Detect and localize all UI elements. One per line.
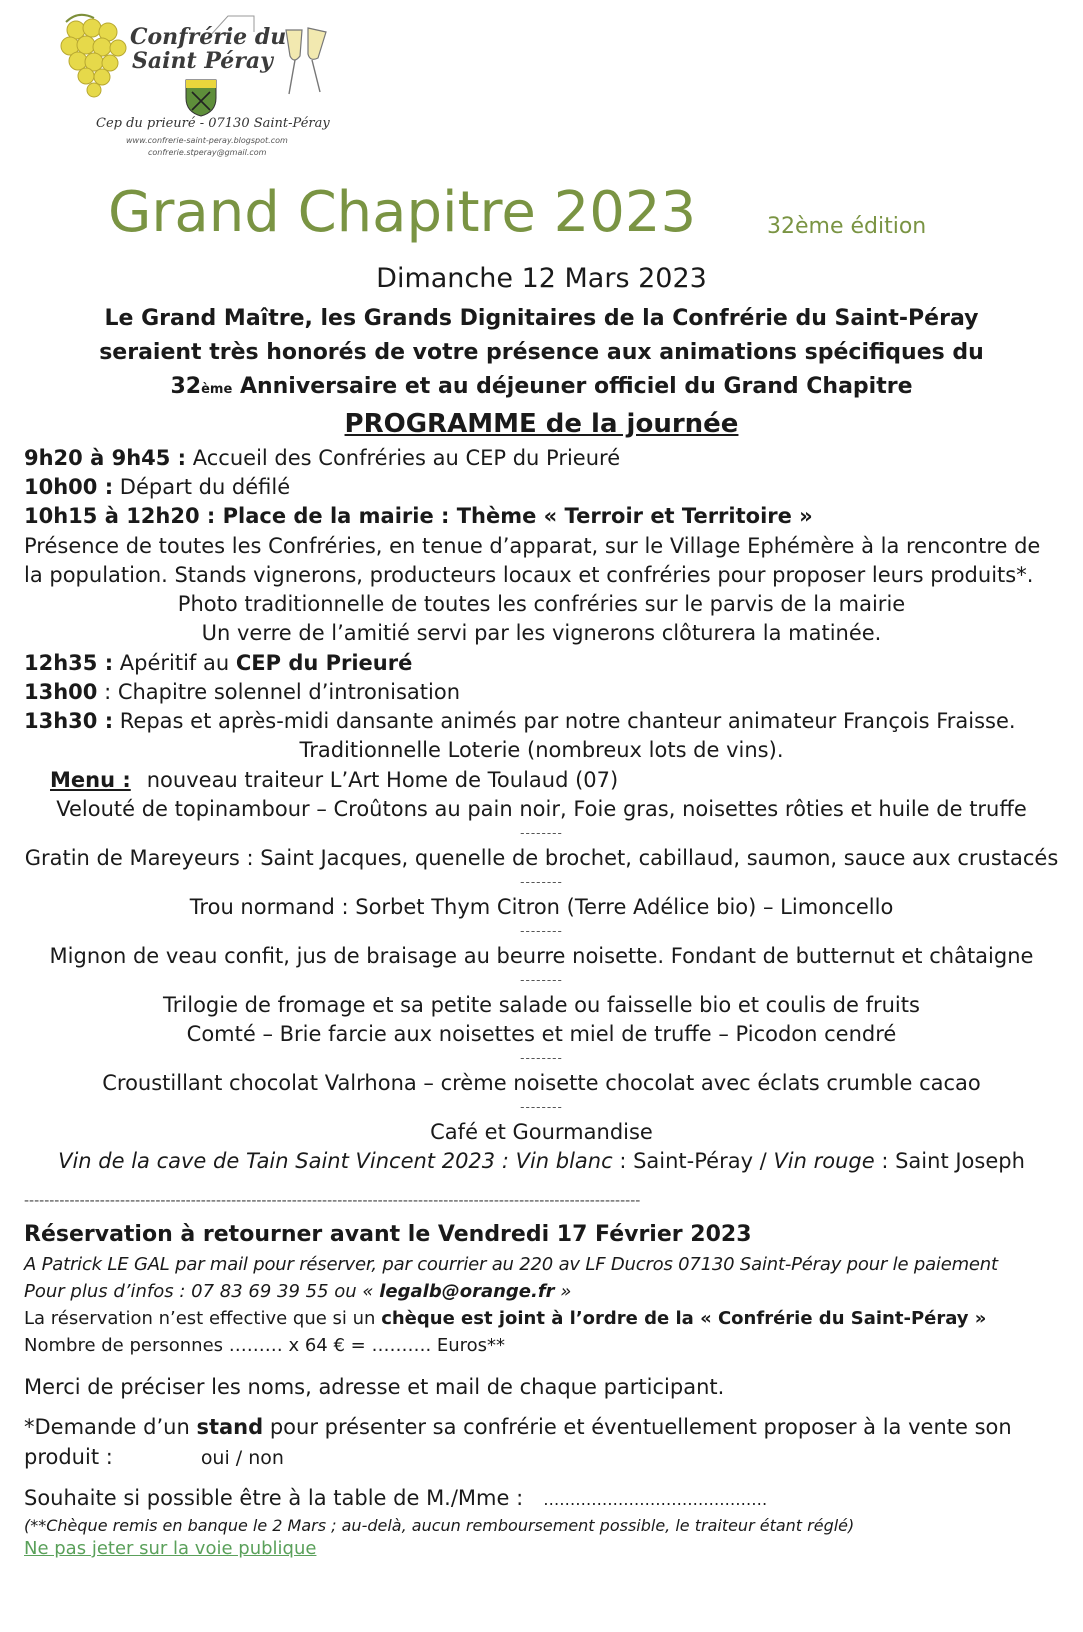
programme-text: Présence de toutes les Confréries, en tenue d’apparat, sur le Village Ephémère à la rencontre de [24, 534, 1041, 558]
activity-text: : Chapitre solennel d’intronisation [97, 680, 461, 704]
menu-separator: -------- [520, 1100, 563, 1114]
logo-address: Cep du prieuré - 07130 Saint-Péray [96, 116, 330, 131]
menu-course: Trilogie de fromage et sa petite salade ou faisselle bio et coulis de fruits [163, 993, 920, 1017]
stand-rest: pour présenter sa confrérie et éventuellement proposer à la vente son [263, 1415, 1012, 1439]
menu-course: Trou normand : Sorbet Thym Citron (Terre Adélice bio) – Limoncello [189, 895, 894, 919]
wine-white: : Saint-Péray / [612, 1149, 774, 1173]
condition-text: La réservation n’est effective que si un [24, 1308, 382, 1329]
intro-line-3 [0, 373, 1083, 404]
programme-text: Un verre de l’amitié servi par les vignerons clôturera la matinée. [201, 621, 882, 645]
info-close: » [554, 1281, 572, 1302]
event-date: Dimanche 12 Mars 2023 [376, 263, 707, 294]
footer-note: Ne pas jeter sur la voie publique [24, 1538, 317, 1559]
menu-course: Café et Gourmandise [430, 1120, 653, 1144]
participants-note: Merci de préciser les noms, adresse et mail de chaque participant. [24, 1375, 725, 1399]
time-label: 9h20 à 9h45 : [24, 446, 187, 470]
time-label: 13h30 : [24, 709, 114, 733]
info-text: Pour plus d’infos : 07 83 69 39 55 ou « [24, 1281, 380, 1302]
programme-item: 10h15 à 12h20 : Place de la mairie : Thème « Terroir et Territoire » [24, 504, 813, 528]
menu-course: Comté – Brie farcie aux noisettes et miel de truffe – Picodon cendré [186, 1022, 897, 1046]
menu-label: Menu : [50, 768, 131, 792]
stand-request [0, 1414, 1083, 1440]
programme-item [0, 679, 1083, 705]
programme-item [0, 445, 1083, 471]
condition-bold: chèque est joint à l’ordre de la « Confrérie du Saint-Péray » [381, 1308, 987, 1329]
menu-separator: -------- [520, 826, 563, 840]
payment-note: (**Chèque remis en banque le 2 Mars ; au-delà, aucun remboursement possible, le traiteur étant réglé) [24, 1516, 855, 1535]
programme-text: la population. Stands vignerons, producteurs locaux et confréries pour proposer leurs produits*. [24, 563, 1034, 587]
logo [58, 8, 348, 160]
time-label: 12h35 : [24, 651, 114, 675]
product-line [0, 1444, 1083, 1471]
intro-rest: Anniversaire et au déjeuner officiel du Grand Chapitre [232, 374, 913, 399]
reservation-title: Réservation à retourner avant le Vendredi 17 Février 2023 [24, 1222, 752, 1247]
contact-email[interactable]: legalb@orange.fr [379, 1281, 555, 1302]
people-count-line: Nombre de personnes ……… x 64 € = ………. Euros** [24, 1335, 506, 1356]
menu-separator: -------- [520, 1051, 563, 1065]
table-label: Souhaite si possible être à la table de M./Mme : [24, 1486, 524, 1510]
activity-text: Départ du défilé [113, 475, 291, 499]
stand-text: *Demande d’un [24, 1415, 197, 1439]
menu-course: Mignon de veau confit, jus de braisage au beurre noisette. Fondant de butternut et châtaigne [49, 944, 1034, 968]
wine-line [0, 1148, 1083, 1174]
menu-header [0, 767, 1083, 793]
logo-line1: Confrérie du [130, 24, 287, 50]
activity-text: Accueil des Confréries au CEP du Prieuré [186, 446, 621, 470]
menu-course: Velouté de topinambour – Croûtons au pain noir, Foie gras, noisettes rôties et huile de truffe [56, 797, 1027, 821]
reservation-condition [0, 1306, 1083, 1332]
programme-item [0, 650, 1083, 676]
programme-heading: PROGRAMME de la journée [344, 409, 739, 439]
shield-icon [184, 78, 218, 118]
wine-label: Vin de la cave de Tain Saint Vincent 2023 : Vin blanc [58, 1149, 613, 1173]
menu-separator: -------- [520, 924, 563, 938]
product-label: produit : [24, 1445, 113, 1469]
wine-red: : Saint Joseph [874, 1149, 1025, 1173]
table-preference [0, 1485, 1083, 1513]
intro-line-2: seraient très honorés de votre présence aux animations spécifiques du [99, 340, 984, 365]
logo-email: confrerie.stperay@gmail.com [148, 148, 267, 157]
yes-no-choice[interactable]: oui / non [200, 1447, 284, 1469]
time-label: 10h00 : [24, 475, 114, 499]
menu-separator: -------- [520, 875, 563, 889]
reservation-info [0, 1279, 1083, 1305]
menu-caterer: nouveau traiteur L’Art Home de Toulaud (07) [146, 768, 619, 792]
edition-label: 32ème édition [767, 214, 927, 239]
programme-item [0, 708, 1083, 734]
stand-bold: stand [196, 1415, 264, 1439]
wine-red-label: Vin rouge [773, 1149, 875, 1173]
programme-text: Photo traditionnelle de toutes les confréries sur le parvis de la mairie [177, 592, 906, 616]
logo-website: www.confrerie-saint-peray.blogspot.com [126, 136, 288, 145]
divider: -------------------------------------------------------------------------------------------------------------------------- [24, 1193, 641, 1209]
intro-line-1: Le Grand Maître, les Grands Dignitaires de la Confrérie du Saint-Péray [104, 306, 979, 331]
logo-line2: Saint Péray [132, 48, 273, 74]
menu-course: Gratin de Mareyeurs : Saint Jacques, quenelle de brochet, cabillaud, saumon, sauce aux crustacés [24, 846, 1059, 870]
menu-course: Croustillant chocolat Valrhona – crème noisette chocolat avec éclats crumble cacao [102, 1071, 981, 1095]
intro-superscript: ème [201, 382, 233, 397]
programme-item [0, 474, 1083, 500]
activity-place: CEP du Prieuré [235, 651, 413, 675]
page-title: Grand Chapitre 2023 [108, 180, 697, 245]
time-label: 13h00 [24, 680, 98, 704]
reservation-line: A Patrick LE GAL par mail pour réserver, par courrier au 220 av LF Ducros 07130 Saint-Péray pour le paiement [24, 1254, 998, 1275]
menu-separator: -------- [520, 973, 563, 987]
intro-number: 32 [170, 374, 202, 399]
table-blank[interactable]: …………………………………… [543, 1490, 768, 1509]
activity-text: Repas et après-midi dansante animés par notre chanteur animateur François Fraisse. [113, 709, 1016, 733]
activity-text: Apéritif au [113, 651, 236, 675]
programme-text: Traditionnelle Loterie (nombreux lots de vins). [299, 738, 784, 762]
